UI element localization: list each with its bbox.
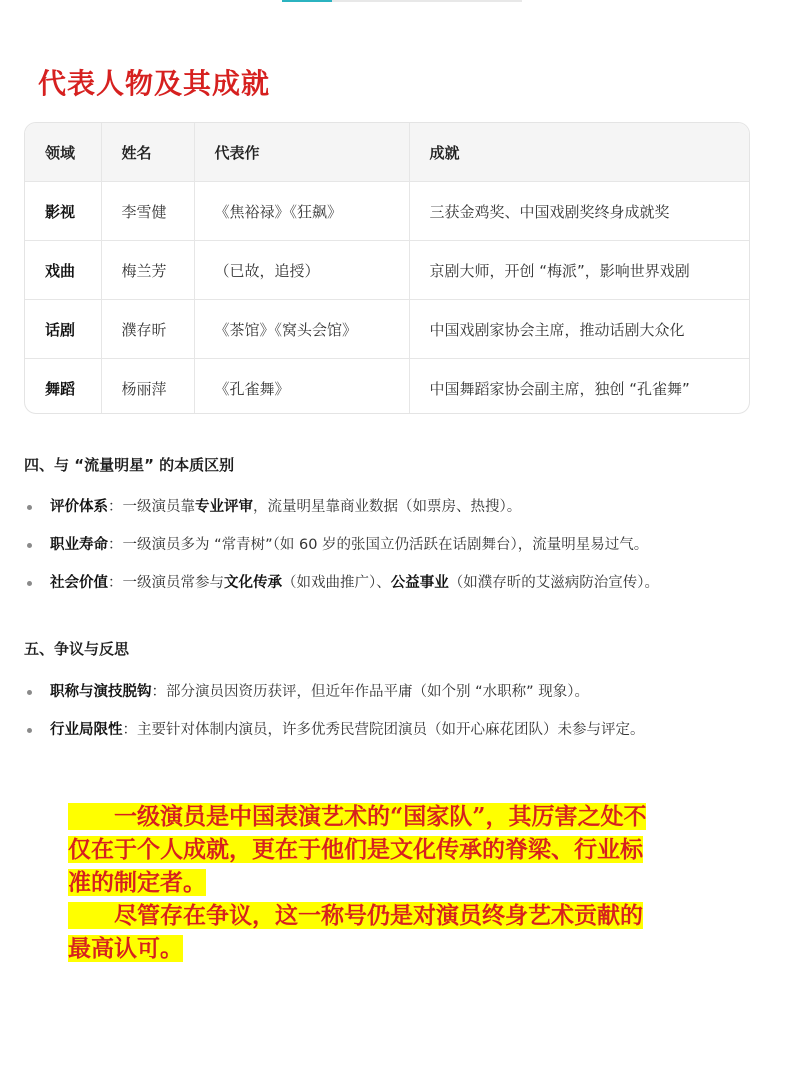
item-label: 评价体系	[50, 499, 108, 515]
cell-name: 濮存昕	[101, 300, 194, 359]
section-5-list	[24, 682, 645, 758]
bullet-dot-icon	[27, 581, 32, 586]
page-title: 代表人物及其成就	[38, 67, 271, 100]
bullet-dot-icon	[27, 690, 32, 695]
conclusion-line: 准的制定者。	[68, 869, 206, 896]
list-item	[24, 720, 645, 758]
section-4-list	[24, 497, 659, 611]
item-label: 职称与演技脱钩	[50, 684, 152, 700]
cell-achievement: 京剧大师，开创 “梅派”，影响世界戏剧	[409, 241, 749, 300]
table-header-row	[25, 123, 749, 182]
section-5-heading: 五、争议与反思	[24, 640, 130, 658]
representatives-table	[25, 123, 749, 414]
cell-works: 《焦裕禄》《狂飙》	[194, 182, 409, 241]
top-scroll-indicator	[282, 0, 522, 2]
header-works: 代表作	[194, 123, 409, 182]
item-emphasis: 专业评审	[195, 499, 253, 515]
cell-name: 李雪健	[101, 182, 194, 241]
conclusion-block	[68, 800, 758, 965]
list-item	[24, 573, 659, 611]
item-text: ：主要针对体制内演员，许多优秀民营院团演员（如开心麻花团队）未参与评定。	[122, 722, 645, 738]
cell-name: 梅兰芳	[101, 241, 194, 300]
cell-works: 《茶馆》《窝头会馆》	[194, 300, 409, 359]
item-text: ：一级演员常参与	[108, 575, 224, 591]
conclusion-line: 一级演员是中国表演艺术的“国家队”，其厉害之处不	[68, 803, 647, 830]
item-text: ，流量明星靠商业数据（如票房、热搜）。	[253, 499, 522, 515]
bullet-dot-icon	[27, 728, 32, 733]
cell-field: 影视	[25, 182, 101, 241]
cell-works: （已故，追授）	[194, 241, 409, 300]
item-label: 行业局限性	[50, 722, 123, 738]
section-4-heading: 四、与 “流量明星” 的本质区别	[24, 456, 235, 474]
item-emphasis: 公益事业	[390, 575, 449, 591]
bullet-dot-icon	[27, 505, 32, 510]
item-text: （如濮存昕的艾滋病防治宣传）。	[448, 575, 659, 591]
header-achievement: 成就	[409, 123, 749, 182]
conclusion-line: 仅在于个人成就，更在于他们是文化传承的脊梁、行业标	[68, 836, 643, 863]
item-label: 职业寿命	[50, 537, 108, 553]
conclusion-line: 尽管存在争议，这一称号仍是对演员终身艺术贡献的	[68, 902, 643, 929]
conclusion-line: 最高认可。	[68, 935, 183, 962]
item-emphasis: 文化传承	[224, 575, 282, 591]
list-item	[24, 497, 659, 535]
item-text: ：一级演员靠	[108, 499, 195, 515]
representatives-table-card	[24, 122, 750, 414]
cell-field: 戏曲	[25, 241, 101, 300]
table-row	[25, 300, 749, 359]
item-label: 社会价值	[50, 575, 108, 591]
bullet-dot-icon	[27, 543, 32, 548]
header-name: 姓名	[101, 123, 194, 182]
list-item	[24, 682, 645, 720]
list-item	[24, 535, 659, 573]
cell-field: 话剧	[25, 300, 101, 359]
table-row	[25, 359, 749, 415]
cell-achievement: 中国戏剧家协会主席，推动话剧大众化	[409, 300, 749, 359]
table-row	[25, 241, 749, 300]
item-text: ：一级演员多为 “常青树”（如 60 岁的张国立仍活跃在话剧舞台），流量明星易过气。	[108, 537, 649, 553]
cell-works: 《孔雀舞》	[194, 359, 409, 415]
cell-achievement: 三获金鸡奖、中国戏剧奖终身成就奖	[409, 182, 749, 241]
item-text: （如戏曲推广）、	[282, 575, 391, 591]
item-text: ：部分演员因资历获评，但近年作品平庸（如个别 “水职称” 现象）。	[151, 684, 589, 700]
table-row	[25, 182, 749, 241]
header-field: 领域	[25, 123, 101, 182]
cell-field: 舞蹈	[25, 359, 101, 415]
scroll-indicator-accent	[282, 0, 332, 2]
cell-achievement: 中国舞蹈家协会副主席，独创 “孔雀舞”	[429, 379, 690, 398]
cell-name: 杨丽萍	[101, 359, 194, 415]
